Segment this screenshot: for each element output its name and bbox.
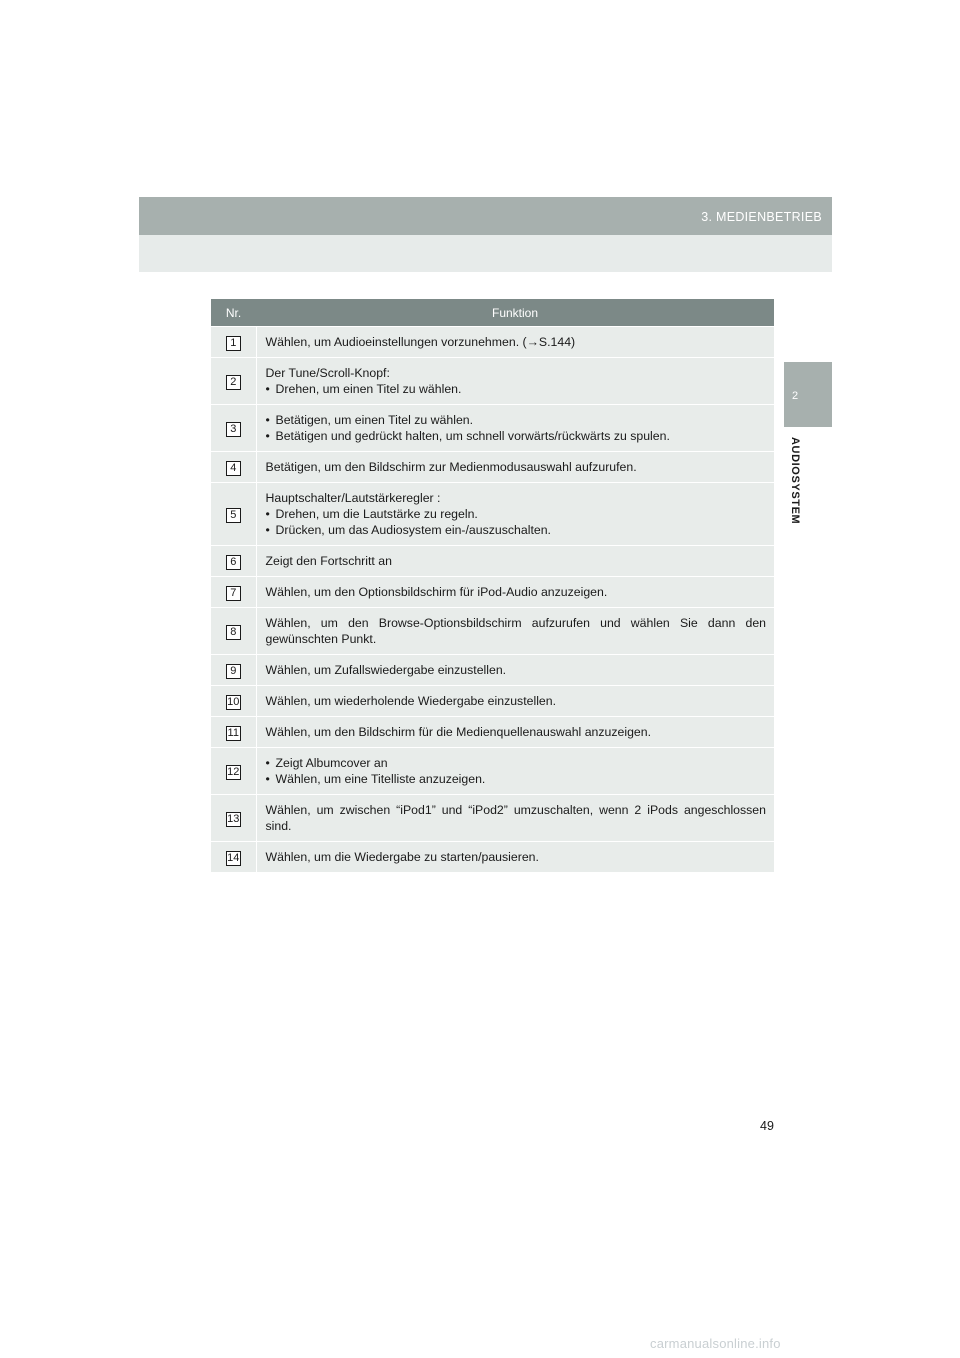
bullet-item: • Betätigen, um einen Titel zu wählen. xyxy=(266,412,767,428)
row-number-cell xyxy=(211,655,256,686)
row-number-badge: 14 xyxy=(227,851,240,864)
row-number-badge: 6 xyxy=(226,555,241,570)
bullet-item: • Drehen, um einen Titel zu wählen. xyxy=(266,381,767,397)
section-title: 3. MEDIENBETRIEB xyxy=(701,210,822,224)
function-text: Der Tune/Scroll-Knopf: xyxy=(265,366,390,380)
row-number-badge: 12 xyxy=(227,765,240,778)
bullet-item: • Zeigt Albumcover an xyxy=(266,755,767,771)
function-cell xyxy=(256,405,774,452)
row-number-cell xyxy=(211,686,256,717)
row-number-badge: 8 xyxy=(226,625,241,640)
table-row xyxy=(211,608,774,655)
table-row xyxy=(211,452,774,483)
page-number: 49 xyxy=(760,1119,774,1133)
row-number-badge: 5 xyxy=(226,508,241,523)
function-text: Betätigen, um den Bildschirm zur Medienmodusauswahl aufzurufen. xyxy=(265,460,637,474)
function-text: Wählen, um den Optionsbildschirm für iPod-Audio anzuzeigen. xyxy=(265,585,608,599)
row-number-badge: 3 xyxy=(226,422,241,437)
function-text: Wählen, um den Bildschirm für die Medienquellenauswahl anzuzeigen. xyxy=(265,725,652,739)
function-cell xyxy=(256,795,774,842)
table-row xyxy=(211,842,774,873)
row-number-badge: 9 xyxy=(226,664,241,679)
function-text: Wählen, um wiederholende Wiedergabe einzustellen. xyxy=(265,694,557,708)
function-cell xyxy=(256,842,774,873)
function-text: Wählen, um zwischen “iPod1” und “iPod2” umzuschalten, wenn 2 iPods angeschlossen sind. xyxy=(265,803,766,833)
bullet-item: • Wählen, um eine Titelliste anzuzeigen. xyxy=(266,771,767,787)
row-number-badge: 1 xyxy=(226,336,241,351)
table-row xyxy=(211,655,774,686)
row-number-cell xyxy=(211,483,256,546)
function-cell xyxy=(256,717,774,748)
function-text: Wählen, um die Wiedergabe zu starten/pausieren. xyxy=(265,850,539,864)
table-row xyxy=(211,748,774,795)
table-body xyxy=(211,327,774,873)
table-row xyxy=(211,795,774,842)
header-bar xyxy=(139,197,832,235)
function-cell xyxy=(256,327,774,358)
bullet-item: • Drehen, um die Lautstärke zu regeln. xyxy=(266,506,767,522)
row-number-cell xyxy=(211,358,256,405)
watermark: carmanualsonline.info xyxy=(650,1336,781,1351)
table-row xyxy=(211,717,774,748)
row-number-badge: 7 xyxy=(226,586,241,601)
row-number-badge: 10 xyxy=(227,695,240,708)
function-cell xyxy=(256,655,774,686)
row-number-cell xyxy=(211,577,256,608)
function-cell xyxy=(256,686,774,717)
function-cell xyxy=(256,748,774,795)
row-number-cell xyxy=(211,405,256,452)
row-number-badge: 2 xyxy=(226,375,241,390)
table-row xyxy=(211,483,774,546)
table-row xyxy=(211,327,774,358)
function-cell xyxy=(256,358,774,405)
table-row xyxy=(211,686,774,717)
table-row xyxy=(211,405,774,452)
column-header-function: Funktion xyxy=(256,299,774,327)
row-number-cell xyxy=(211,546,256,577)
function-table xyxy=(211,299,774,872)
table-row xyxy=(211,546,774,577)
function-cell xyxy=(256,546,774,577)
function-cell xyxy=(256,452,774,483)
row-number-cell xyxy=(211,608,256,655)
function-text: Wählen, um Audioeinstellungen vorzunehmen. (→S.144) xyxy=(265,335,576,349)
chapter-number: 2 xyxy=(792,390,799,402)
row-number-cell xyxy=(211,717,256,748)
table-row xyxy=(211,358,774,405)
bullet-item: • Betätigen und gedrückt halten, um schnell vorwärts/rückwärts zu spulen. xyxy=(266,428,767,444)
header-subbar xyxy=(139,235,832,272)
row-number-cell xyxy=(211,795,256,842)
row-number-badge: 11 xyxy=(227,726,239,739)
row-number-badge: 13 xyxy=(227,812,240,825)
function-cell xyxy=(256,608,774,655)
function-text: Wählen, um den Browse-Optionsbildschirm aufzurufen und wählen Sie dann den gewünschten Punkt. xyxy=(265,616,766,646)
table-header-row xyxy=(211,299,774,327)
chapter-label: AUDIOSYSTEM xyxy=(789,437,801,525)
row-number-cell xyxy=(211,842,256,873)
row-number-cell xyxy=(211,748,256,795)
function-text: Wählen, um Zufallswiedergabe einzustellen. xyxy=(265,663,507,677)
row-number-badge: 4 xyxy=(226,461,241,476)
row-number-cell xyxy=(211,327,256,358)
function-cell xyxy=(256,577,774,608)
function-cell xyxy=(256,483,774,546)
function-text: Zeigt den Fortschritt an xyxy=(265,554,392,568)
function-text: Hauptschalter/Lautstärkeregler : xyxy=(265,491,441,505)
bullet-item: • Drücken, um das Audiosystem ein-/auszuschalten. xyxy=(266,522,767,538)
table-row xyxy=(211,577,774,608)
column-header-nr: Nr. xyxy=(211,299,256,327)
row-number-cell xyxy=(211,452,256,483)
